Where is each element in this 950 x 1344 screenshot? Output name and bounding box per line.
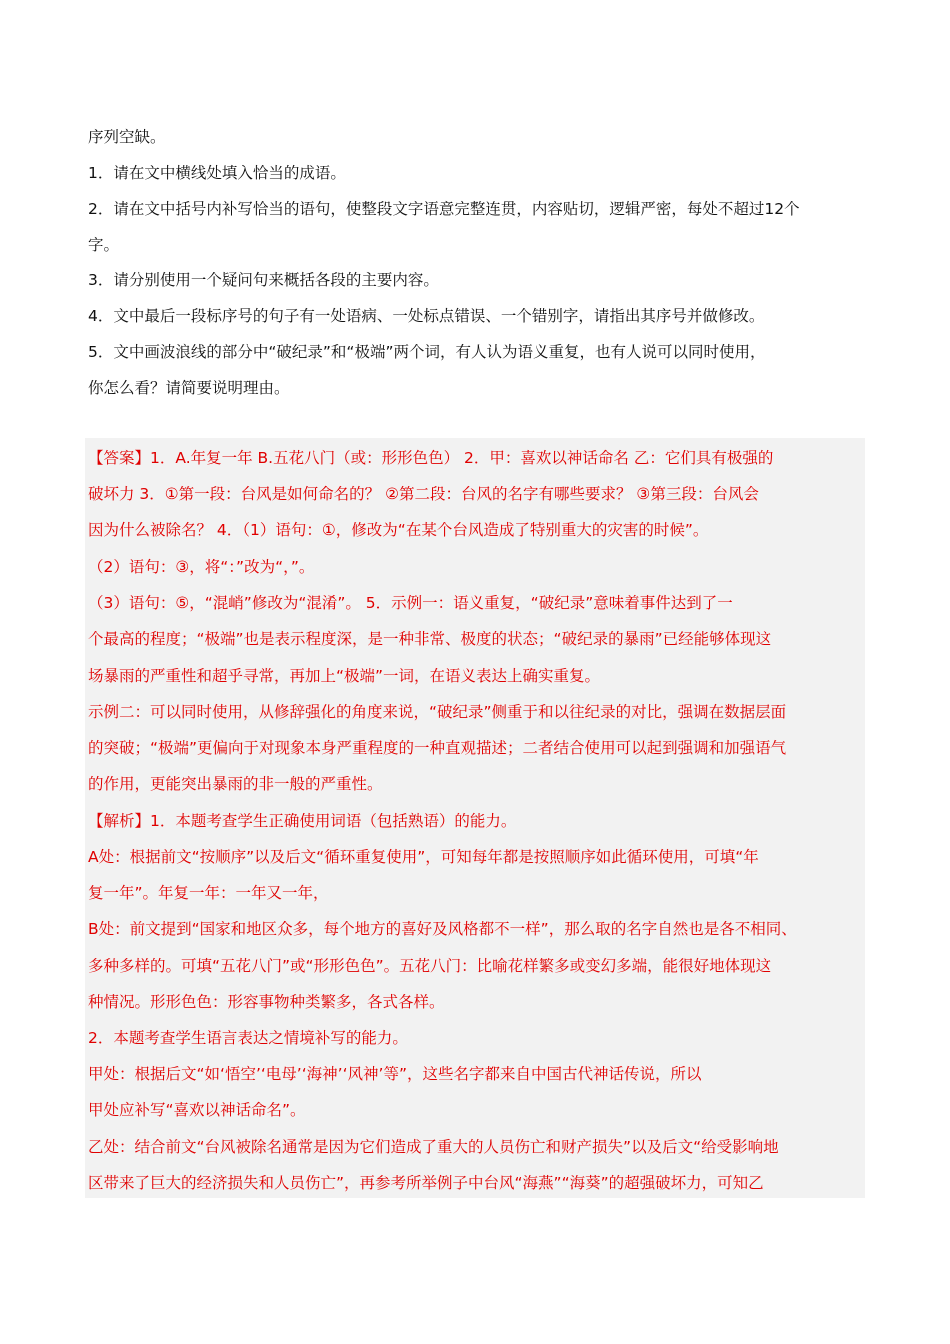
analysis-line: 多种多样的。可填“五花八门”或“形形色色”。五花八门：比喻花样繁多或变幻多端，能很好地体现这 [88,957,772,975]
answer-line: 的突破；“极端”更偏向于对现象本身严重程度的一种直观描述；二者结合使用可以起到强调和加强语气 [88,739,787,757]
analysis-line: 复一年”。年复一年：一年又一年， [88,884,329,902]
question-text-line: 序列空缺。 [88,128,166,146]
question-3: 3．请分别使用一个疑问句来概括各段的主要内容。 [88,271,439,289]
analysis-line: 区带来了巨大的经济损失和人员伤亡”，再参考所举例子中台风“海燕”“海葵”的超强破坏力，可知乙 [88,1174,764,1192]
question-5-continued: 你怎么看？请简要说明理由。 [88,379,290,397]
answer-line: （3）语句：⑤，“混峭”修改为“混淆”。 5．示例一：语义重复，“破纪录”意味着事件达到了一 [88,594,733,612]
answer-line: 示例二：可以同时使用，从修辞强化的角度来说，“破纪录”侧重于和以往纪录的对比，强调在数据层面 [88,703,787,721]
analysis-line: 种情况。形形色色：形容事物种类繁多，各式各样。 [88,993,445,1011]
question-2-continued: 字。 [88,236,120,254]
answer-line: 个最高的程度；“极端”也是表示程度深，是一种非常、极度的状态；“破纪录的暴雨”已经能够体现这 [88,630,772,648]
analysis-line: A处：根据前文“按顺序”以及后文“循环重复使用”，可知每年都是按照顺序如此循环使用，可填“年 [88,848,759,866]
question-4: 4．文中最后一段标序号的句子有一处语病、一处标点错误、一个错别字，请指出其序号并做修改。 [88,307,765,325]
question-1: 1．请在文中横线处填入恰当的成语。 [88,164,346,182]
analysis-line: 2．本题考查学生语言表达之情境补写的能力。 [88,1029,408,1047]
analysis-line: 甲处应补写“喜欢以神话命名”。 [88,1101,306,1119]
analysis-line: 乙处：结合前文“台风被除名通常是因为它们造成了重大的人员伤亡和财产损失”以及后文“给受影响地 [88,1138,779,1156]
answer-line: 破坏力 3．①第一段：台风是如何命名的？ ②第二段：台风的名字有哪些要求？ ③第三段：台风会 [88,485,759,503]
analysis-heading: 【解析】1．本题考查学生正确使用词语（包括熟语）的能力。 [88,812,517,830]
answer-line: 因为什么被除名？ 4．（1）语句：①，修改为“在某个台风造成了特别重大的灾害的时候”。 [88,521,709,539]
answer-line: 场暴雨的严重性和超乎寻常，再加上“极端”一词，在语义表达上确实重复。 [88,667,601,685]
question-5: 5．文中画波浪线的部分中“破纪录”和“极端”两个词，有人认为语义重复，也有人说可以同时使用， [88,343,766,361]
question-2: 2．请在文中括号内补写恰当的语句，使整段文字语意完整连贯，内容贴切，逻辑严密，每处不超过12个 [88,200,800,218]
analysis-line: 甲处：根据后文“如‘悟空’‘电母’‘海神’‘风神’等”，这些名字都来自中国古代神话传说，所以 [88,1065,702,1083]
answer-line: （2）语句：③，将“：”改为“，”。 [88,558,315,576]
answer-line: 的作用，更能突出暴雨的非一般的严重性。 [88,775,383,793]
answer-line: 【答案】1．A.年复一年 B.五花八门（或：形形色色） 2．甲：喜欢以神话命名 乙：它们具有极强的 [88,449,774,467]
analysis-line: B处：前文提到“国家和地区众多，每个地方的喜好及风格都不一样”，那么取的名字自然也是各不相同、 [88,920,797,938]
